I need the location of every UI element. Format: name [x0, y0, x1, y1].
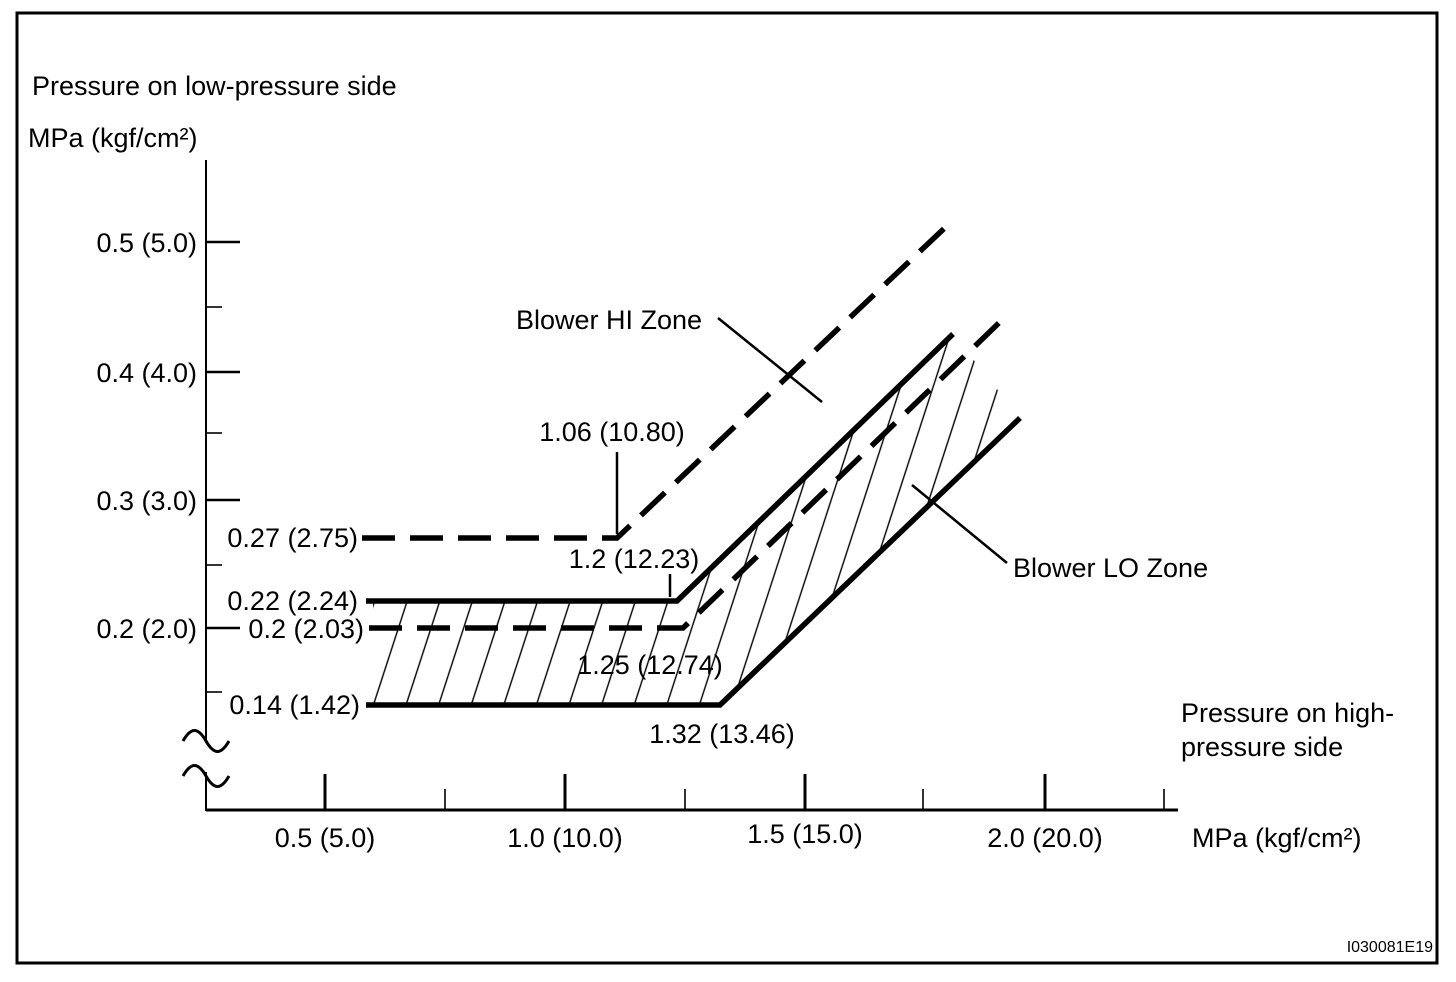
y-tick-label-0-4: 0.4 (4.0) [96, 358, 197, 388]
x-tick-label-0-5: 0.5 (5.0) [274, 823, 376, 853]
y-tick-label-0-3: 0.3 (3.0) [96, 486, 197, 516]
knee-label-1-32: 1.32 (13.46) [649, 719, 795, 749]
x-tick-label-2-0: 2.0 (20.0) [987, 823, 1103, 853]
threshold-label-0-14: 0.14 (1.42) [229, 690, 360, 720]
threshold-label-0-27: 0.27 (2.75) [227, 523, 358, 553]
figure-id-label: I030081E19 [1346, 939, 1433, 956]
blower-lo-zone-label: Blower LO Zone [1013, 553, 1209, 583]
threshold-label-0-2: 0.2 (2.03) [248, 614, 364, 644]
x-tick-label-1-5: 1.5 (15.0) [747, 819, 863, 849]
threshold-label-0-22: 0.22 (2.24) [227, 586, 358, 616]
y-tick-label-0-2: 0.2 (2.0) [96, 614, 197, 644]
figure-frame [17, 13, 1437, 963]
blower-lo-zone-leader-line [912, 485, 1007, 563]
x-axis-unit-label: MPa (kgf/cm²) [1192, 823, 1362, 853]
x-axis-title-line-2: pressure side [1181, 732, 1344, 762]
x-axis-title-line-1: Pressure on high- [1181, 698, 1395, 728]
blower-hi-zone-leader-line [718, 318, 822, 402]
knee-label-1-2: 1.2 (12.23) [568, 544, 700, 574]
blower-hi-zone-label: Blower HI Zone [516, 305, 703, 335]
x-tick-label-1-0: 1.0 (10.0) [507, 823, 623, 853]
knee-label-1-25: 1.25 (12.74) [577, 650, 723, 680]
y-axis-unit-label: MPa (kgf/cm²) [28, 123, 198, 153]
knee-label-1-06: 1.06 (10.80) [539, 417, 685, 447]
y-tick-label-0-5: 0.5 (5.0) [96, 228, 197, 258]
chart-title: Pressure on low-pressure side [32, 71, 397, 101]
